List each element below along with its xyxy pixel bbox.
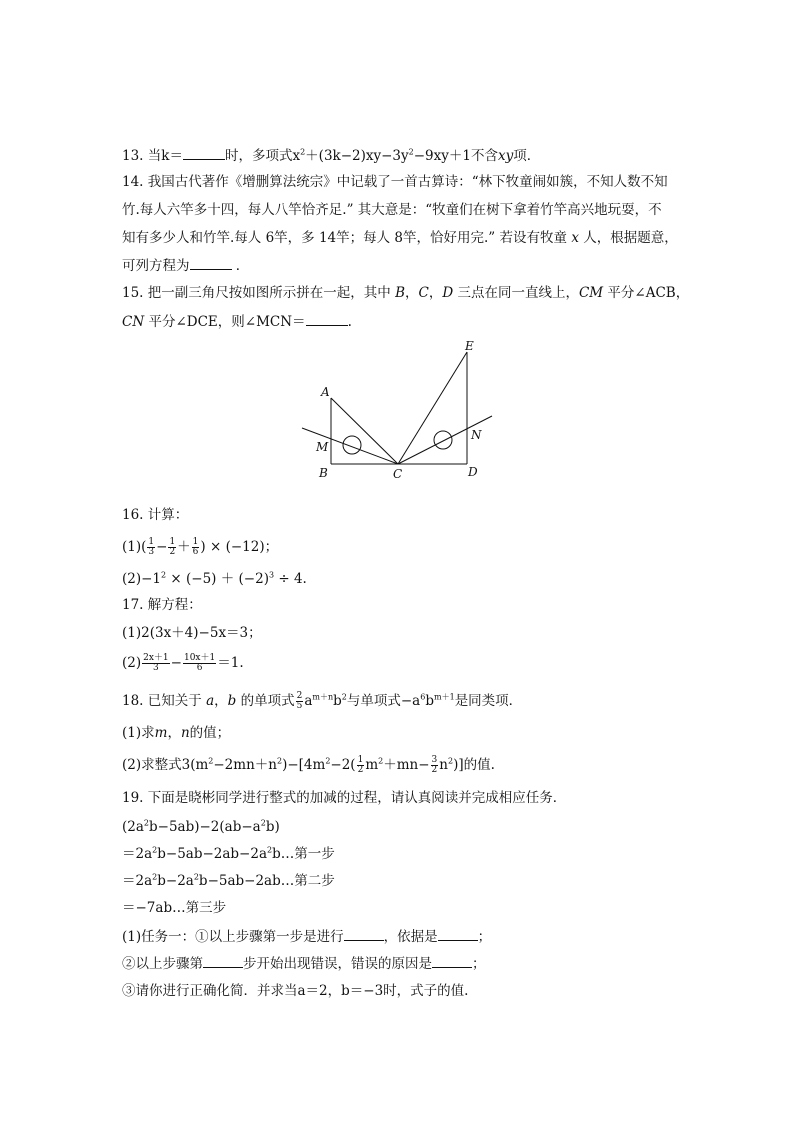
answer-blank-14[interactable] bbox=[190, 256, 232, 270]
fraction-one-half: $\frac{1}{2}$ bbox=[169, 537, 176, 557]
label-m: M bbox=[316, 440, 329, 454]
question-16-part-1: (1)( $\frac{1}{3}$ − $\frac{1}{2}$ ＋ $\frac{1}{6}$ ) × (−12)； bbox=[122, 537, 279, 557]
answer-blank-13[interactable] bbox=[183, 146, 225, 160]
fraction-one-third: $\frac{1}{3}$ bbox=[148, 537, 155, 557]
answer-blank-19-2a[interactable] bbox=[203, 954, 243, 968]
answer-blank-19-2b[interactable] bbox=[432, 954, 472, 968]
question-14-line-1: 14. 我国古代著作《增删算法统宗》中记载了一首古算诗：“林下牧童闹如簇，不知人数不知 bbox=[122, 174, 668, 190]
answer-blank-19-1b[interactable] bbox=[438, 927, 478, 941]
question-14-line-3: 知有多少人和竹竿.每人 6竿，多 14竿；每人 8竿，恰好用完.” 若设有牧童 x 人，根据题意， bbox=[122, 230, 678, 246]
question-16-title: 16. 计算： bbox=[122, 507, 189, 523]
question-17-title: 17. 解方程： bbox=[122, 597, 202, 613]
answer-blank-19-1a[interactable] bbox=[344, 927, 384, 941]
ruler-hole-right bbox=[434, 431, 452, 449]
question-19-step-2: $=2a^2b-2a^2b-5ab-2ab\dots$第二步 bbox=[122, 872, 335, 889]
fraction-2x-plus-1-over-3: $\frac{2x+1}{3}$ bbox=[143, 653, 169, 673]
question-19-step-0: $(2a^2b-5ab)-2(ab-a^2b)$ bbox=[122, 818, 280, 835]
label-c: C bbox=[393, 467, 403, 481]
label-a: A bbox=[321, 385, 330, 399]
triangle-ruler-figure bbox=[290, 330, 510, 490]
question-16-part-2: $(2)-1^2 \times (-5) + (-2)^3 \div 4$. bbox=[122, 570, 307, 587]
label-d: D bbox=[468, 465, 478, 479]
question-14-line-2: 竹.每人六竿多十四，每人八竿恰齐足.” 其大意是：“牧童们在树下拿着竹竿高兴地玩耍，不 bbox=[122, 202, 662, 218]
label-e: E bbox=[465, 339, 474, 353]
question-19-task-3: ③请你进行正确化简．并求当a＝2，b＝−3时，式子的值. bbox=[122, 983, 469, 999]
question-17-part-2: (2) $\frac{2x+1}{3}$ − $\frac{10x+1}{6}$ ＝1. bbox=[122, 653, 244, 673]
segment-ce bbox=[398, 352, 467, 464]
question-15-line-1: 15. 把一副三角尺按如图所示拼在一起，其中 B，C，D 三点在同一直线上，CM 平分∠ACB， bbox=[122, 285, 690, 301]
fraction-one-half: $\frac{1}{2}$ bbox=[357, 755, 364, 775]
question-18-line-1: 18. 已知关于 a，b 的单项式 $\frac{2}{5}$ $a^{m+n}b^2$与单项式$-a^6b^{m+1}$是同类项． bbox=[122, 691, 523, 711]
label-n: N bbox=[471, 428, 482, 442]
fraction-three-halves: $\frac{3}{2}$ bbox=[431, 755, 438, 775]
question-14-line-4: 可列方程为 ． bbox=[122, 258, 250, 274]
question-19-task-1: (1)任务一：①以上步骤第一步是进行 ，依据是 ； bbox=[122, 929, 492, 945]
label-b: B bbox=[319, 466, 328, 480]
fraction-two-fifths: $\frac{2}{5}$ bbox=[296, 691, 303, 711]
segment-ac bbox=[331, 398, 398, 464]
question-18-part-1: (1)求m，n的值； bbox=[122, 725, 231, 741]
ruler-hole-left bbox=[343, 436, 361, 454]
fraction-10x-plus-1-over-6: $\frac{10x+1}{6}$ bbox=[183, 653, 216, 673]
question-13: 13. 当k＝ 时，多项式$x^2+(3k-2)xy-3y^2-9xy+1$不含xy项． bbox=[122, 147, 541, 164]
fraction-one-sixth: $\frac{1}{6}$ bbox=[192, 537, 199, 557]
question-15-line-2: CN 平分∠DCE，则∠MCN＝ . bbox=[122, 314, 352, 330]
question-19-task-2: ②以上步骤第 步开始出现错误，错误的原因是 ； bbox=[122, 956, 486, 972]
answer-blank-15[interactable] bbox=[306, 312, 348, 326]
question-19-title: 19. 下面是晓彬同学进行整式的加减的过程，请认真阅读并完成相应任务． bbox=[122, 790, 567, 806]
question-17-part-1: (1)2(3x＋4)−5x＝3； bbox=[122, 625, 262, 641]
question-19-step-3: ＝−7ab…第三步 bbox=[122, 900, 227, 916]
question-19-step-1: $=2a^2b-5ab-2ab-2a^2b\dots$第一步 bbox=[122, 845, 335, 862]
question-18-part-2: (2)求整式$3(m^2-2mn+n^2)-[4m^2-2$( $\frac{1}{2}$ $m^2+mn-$ $\frac{3}{2}$ $n^2$)]的值. bbox=[122, 755, 495, 775]
